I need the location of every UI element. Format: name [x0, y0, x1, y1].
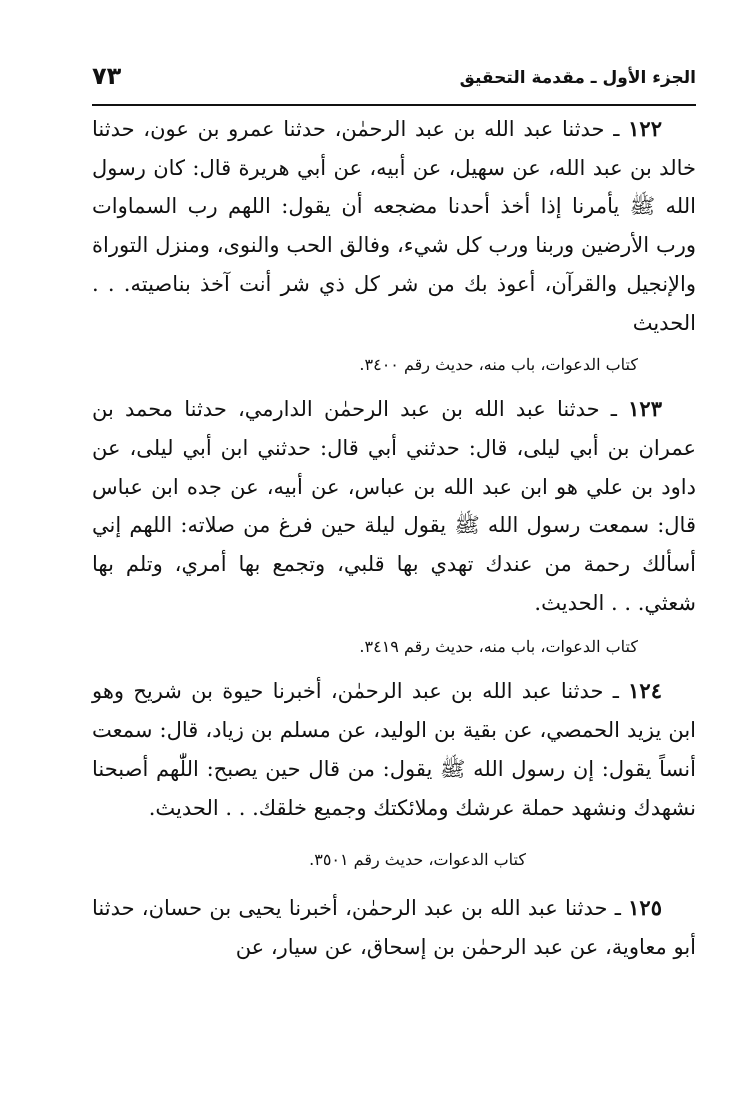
hadith-number: ١٢٤ — [628, 678, 662, 704]
hadith-number: ١٢٢ — [628, 116, 662, 141]
page-number: ٧٣ — [92, 62, 122, 90]
running-title: الجزء الأول ـ مقدمة التحقيق — [459, 68, 696, 88]
hadith-123 — [92, 390, 696, 622]
header-rule — [92, 104, 696, 106]
hadith-number: ١٢٣ — [628, 396, 662, 422]
hadith-source: كتاب الدعوات، حديث رقم ٣٥٠١. — [309, 850, 526, 870]
hadith-125 — [92, 889, 696, 966]
running-header — [92, 62, 696, 100]
hadith-text: ـ حدثنا عبد الله بن عبد الرحمٰن، حدثنا عمرو بن عون، حدثنا خالد بن عبد الله، عن سهيل، عن أبيه، عن أبي هريرة قال: كان رسول الله ﷺ يأمرنا إذا أخذ أحدنا مضجعه أن يقول: اللهم رب السماوات ورب الأرضين وربنا ورب كل شيء، وفالق الحب والنوى، ومنزل التوراة والإنجيل والقرآن، أعوذ بك من شر كل ذي شر أنت آخذ بناصيته. . . الحديث — [92, 117, 696, 335]
page-body — [92, 110, 696, 967]
hadith-source: كتاب الدعوات، باب منه، حديث رقم ٣٤١٩. — [359, 637, 638, 657]
hadith-number: ١٢٥ — [628, 895, 662, 921]
hadith-124 — [92, 672, 696, 827]
hadith-text: ـ حدثنا عبد الله بن عبد الرحمٰن، أخبرنا يحيى بن حسان، حدثنا أبو معاوية، عن عبد الرحمٰن بن إسحاق، عن سيار، عن — [92, 896, 696, 959]
hadith-text: ـ حدثنا عبد الله بن عبد الرحمٰن، أخبرنا حيوة بن شريح وهو ابن يزيد الحمصي، عن بقية بن الوليد، عن مسلم بن زياد، قال: سمعت أنساً يقول: إن رسول الله ﷺ يقول: من قال حين يصبح: اللّٰهم أصبحنا نشهدك ونشهد حملة عرشك وملائكتك وجميع خلقك. . . الحديث. — [92, 679, 696, 820]
hadith-122 — [92, 110, 696, 342]
hadith-text: ـ حدثنا عبد الله بن عبد الرحمٰن الدارمي، حدثنا محمد بن عمران بن أبي ليلى، قال: حدثني أبي قال: حدثني ابن أبي ليلى، عن داود بن علي هو ابن عبد الله بن عباس، عن أبيه، عن جده ابن عباس قال: سمعت رسول الله ﷺ يقول ليلة حين فرغ من صلاته: اللهم إني أسألك رحمة من عندك تهدي بها قلبي، وتجمع بها أمري، وتلم بها شعثي. . . الحديث. — [92, 397, 696, 615]
hadith-source: كتاب الدعوات، باب منه، حديث رقم ٣٤٠٠. — [359, 355, 638, 375]
